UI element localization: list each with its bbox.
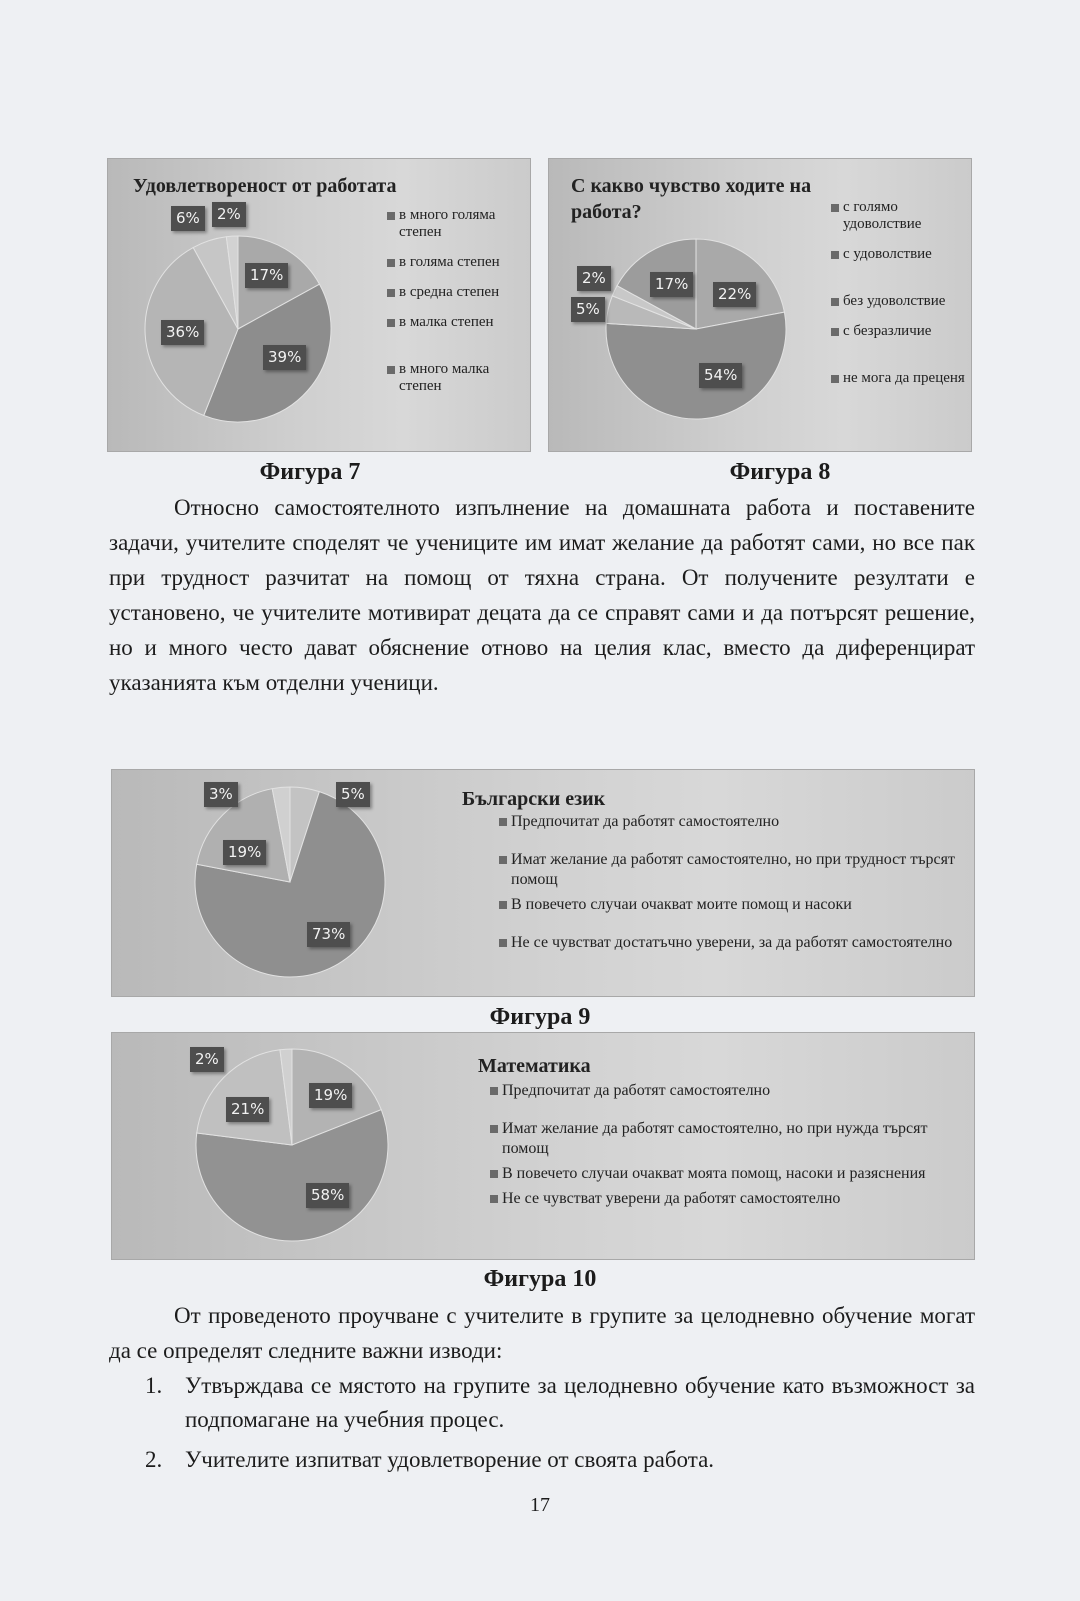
legend-swatch [499,818,507,826]
legend-item [831,246,971,263]
body-paragraph: От проведеното проучване с учителите в групите за целодневно обучение могат да се определят следните важни изводи: [109,1303,975,1363]
legend-item [387,254,527,271]
legend-item [490,1081,965,1101]
legend-item [490,1119,965,1159]
data-label: 6% [171,206,205,231]
data-label: 3% [204,782,238,807]
chart-fig7 [107,158,531,452]
legend-label: с голямо удоволствие [843,199,922,232]
data-label: 22% [713,282,756,307]
legend-label: с удоволствие [843,246,932,262]
figure-caption: Фигура 8 [729,459,831,485]
chart-title: Удовлетвореност от работата [133,175,397,197]
legend-item [499,850,969,890]
data-label: 36% [161,320,204,345]
chart-title: С какво чувство ходите на работа? [571,175,812,223]
legend-label: в средна степен [399,284,500,300]
legend-label: в голяма степен [399,254,500,270]
legend-swatch [387,366,395,374]
legend-label: Предпочитат да работят самостоятелно [502,1082,771,1099]
legend-item [831,199,971,233]
legend-swatch [490,1170,498,1178]
legend-swatch [490,1087,498,1095]
legend-item [490,1189,965,1209]
data-label: 73% [307,922,350,947]
figure-caption: Фигура 7 [259,459,361,485]
legend-label: без удоволствие [843,293,946,309]
legend-item [387,284,527,301]
legend-swatch [387,259,395,267]
data-label: 5% [336,782,370,807]
chart-fig9 [111,769,975,997]
legend-label: с безразличие [843,323,932,339]
legend-swatch [831,298,839,306]
list-text: Учителите изпитват удовлетворение от своята работа. [185,1447,715,1472]
legend [387,207,527,408]
legend-swatch [499,939,507,947]
legend-label: не мога да преценя [843,370,965,386]
list-number: 2. [145,1447,163,1472]
legend-item [499,895,969,915]
chart-fig10 [111,1032,975,1260]
data-label: 19% [223,840,266,865]
legend-swatch [490,1125,498,1133]
list-item [145,1443,975,1477]
legend-item [831,370,971,387]
legend-label: В повечето случаи очакват моите помощ и насоки [511,896,852,913]
figure-caption: Фигура 9 [489,1004,591,1030]
data-label: 54% [699,363,742,388]
legend-label: Имат желание да работят самостоятелно, но при трудност търсят помощ [511,851,955,888]
legend-swatch [499,901,507,909]
legend-swatch [499,856,507,864]
legend-swatch [490,1195,498,1203]
data-label: 17% [245,263,288,288]
legend-swatch [831,251,839,259]
legend-item [499,812,969,832]
legend-swatch [831,328,839,336]
legend-item [831,293,971,310]
legend-item [387,314,527,331]
legend-label: Имат желание да работят самостоятелно, но при нужда търсят помощ [502,1120,928,1157]
legend-label: Не се чувстват уверени да работят самостоятелно [502,1190,841,1207]
chart-fig8 [548,158,972,452]
legend-swatch [387,319,395,327]
conclusions-list [145,1369,975,1483]
list-number: 1. [145,1373,163,1398]
data-label: 17% [650,272,693,297]
list-item [145,1369,975,1437]
chart-title: Български език [462,788,606,810]
legend-label: в много голяма степен [399,207,496,240]
legend-label: Предпочитат да работят самостоятелно [511,813,780,830]
legend-swatch [387,289,395,297]
legend-item [490,1164,965,1184]
data-label: 2% [190,1047,224,1072]
legend-item [831,323,971,340]
data-label: 2% [212,202,246,227]
figure-caption: Фигура 10 [483,1266,597,1292]
legend-label: в много малка степен [399,361,490,394]
list-text: Утвърждава се мястото на групите за целодневно обучение като възможност за подпомагане на учебния процес. [185,1373,975,1432]
legend-swatch [831,375,839,383]
legend-item [387,207,527,241]
data-label: 19% [309,1083,352,1108]
data-label: 58% [306,1183,349,1208]
legend [490,1081,965,1214]
chart-title: Математика [478,1055,591,1077]
legend [831,199,971,400]
data-label: 2% [577,266,611,291]
legend-item [499,933,969,953]
data-label: 39% [263,345,306,370]
legend-swatch [831,204,839,212]
legend-label: Не се чувстват достатъчно уверени, за да работят самостоятелно [511,934,953,951]
body-paragraph: Относно самостоятелното изпълнение на домашната работа и поставените задачи, учителите споделят че учениците им имат желание да работят сами, но все пак при трудност разчитат на помощ от тяхна страна. От получените резултати е установено, че учителите мотивират децата да се справят сами и да потърсят решение, но и много често дават обяснение отново на целия клас, вместо да диференцират указанията към отделни ученици. [109,495,975,695]
legend-swatch [387,212,395,220]
legend-label: в малка степен [399,314,494,330]
legend-item [387,361,527,395]
legend-label: В повечето случаи очакват моята помощ, насоки и разяснения [502,1165,926,1182]
legend [499,812,969,958]
data-label: 21% [226,1097,269,1122]
data-label: 5% [571,297,605,322]
page-number: 17 [530,1494,550,1516]
